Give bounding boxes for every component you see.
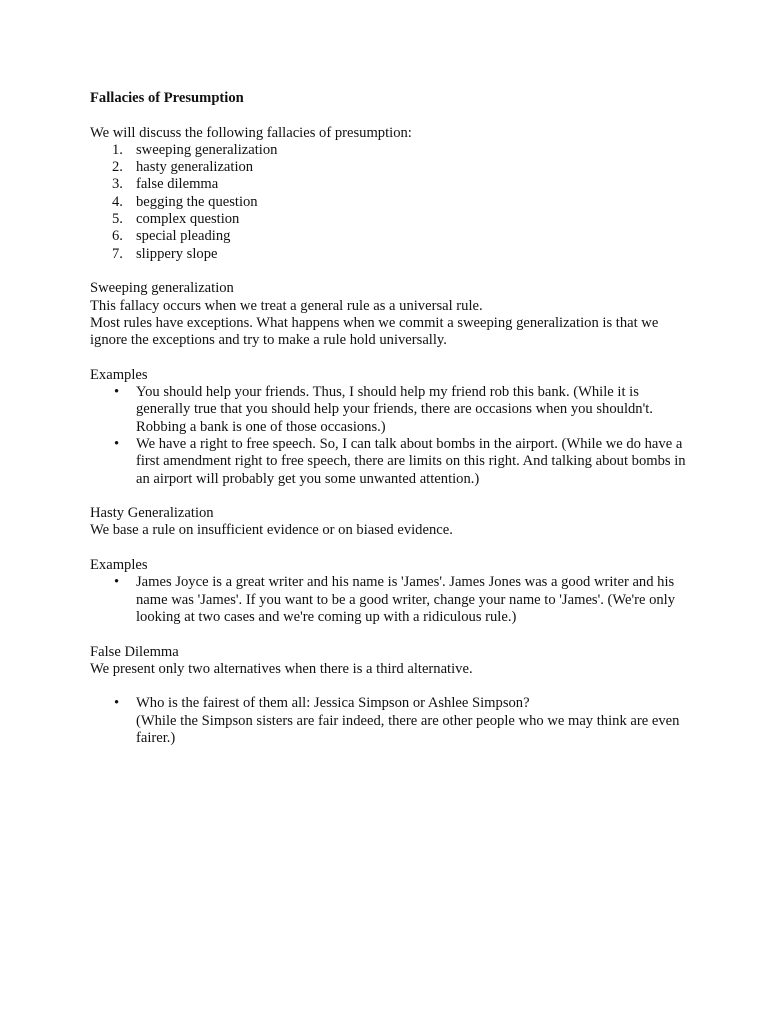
list-item: • We have a right to free speech. So, I can talk about bombs in the airport. (While we do have a first amendment right to free speech, there are limits on this right. And talking about bombs in an airport will probably get you some unwanted attention.) bbox=[114, 435, 686, 487]
false-dilemma-examples bbox=[90, 695, 690, 747]
fallacy-list bbox=[90, 142, 690, 263]
spacer bbox=[90, 107, 690, 124]
sweeping-examples bbox=[90, 384, 690, 488]
spacer bbox=[90, 540, 690, 557]
section-heading-sweeping: Sweeping generalization bbox=[90, 280, 234, 297]
list-item: 4. begging the question bbox=[112, 193, 258, 210]
list-item: 3. false dilemma bbox=[112, 176, 219, 193]
example-question: Who is the fairest of them all: Jessica Simpson or Ashlee Simpson? bbox=[136, 695, 530, 712]
list-item: • James Joyce is a great writer and his name is 'James'. James Jones was a good writer and his name was 'James'. If you want to be a good writer, change your name to 'James'. (We're only looking at two cases and we're coming up with a ridiculous rule.) bbox=[114, 574, 676, 625]
sweeping-definition: This fallacy occurs when we treat a general rule as a universal rule. bbox=[90, 297, 483, 314]
document-page bbox=[90, 90, 690, 747]
list-item: • You should help your friends. Thus, I should help my friend rob this bank. (While it is generally true that you should help your friends, there are occasions when you shouldn't. Robbing a bank is one of those occasions.) bbox=[114, 384, 653, 435]
list-item: 6. special pleading bbox=[112, 228, 231, 245]
spacer bbox=[90, 626, 690, 643]
list-item: 2. hasty generalization bbox=[112, 159, 254, 176]
spacer bbox=[90, 349, 690, 366]
false-dilemma-definition: We present only two alternatives when there is a third alternative. bbox=[90, 660, 473, 677]
spacer bbox=[90, 263, 690, 280]
hasty-definition: We base a rule on insufficient evidence or on biased evidence. bbox=[90, 522, 453, 539]
section-heading-false-dilemma: False Dilemma bbox=[90, 643, 179, 660]
spacer bbox=[90, 488, 690, 505]
list-item: 1. sweeping generalization bbox=[112, 141, 278, 158]
list-item: 5. complex question bbox=[112, 211, 240, 228]
hasty-examples bbox=[90, 574, 690, 626]
list-item bbox=[90, 695, 690, 747]
spacer bbox=[90, 678, 690, 695]
bullet-icon: • bbox=[114, 384, 120, 401]
bullet-icon: • bbox=[114, 695, 120, 712]
bullet-icon: • bbox=[114, 435, 120, 452]
examples-label: Examples bbox=[90, 557, 148, 574]
intro-text: We will discuss the following fallacies of presumption: bbox=[90, 124, 412, 141]
examples-label: Examples bbox=[90, 366, 148, 383]
document-title: Fallacies of Presumption bbox=[90, 90, 244, 106]
bullet-icon: • bbox=[114, 574, 120, 591]
sweeping-explanation: Most rules have exceptions. What happens when we commit a sweeping generalization is that we ignore the exceptions and try to make a rule hold universally. bbox=[90, 314, 659, 349]
list-item: 7. slippery slope bbox=[112, 245, 218, 262]
section-heading-hasty: Hasty Generalization bbox=[90, 505, 214, 522]
example-note: (While the Simpson sisters are fair indeed, there are other people who we may think are even fairer.) bbox=[136, 712, 680, 746]
